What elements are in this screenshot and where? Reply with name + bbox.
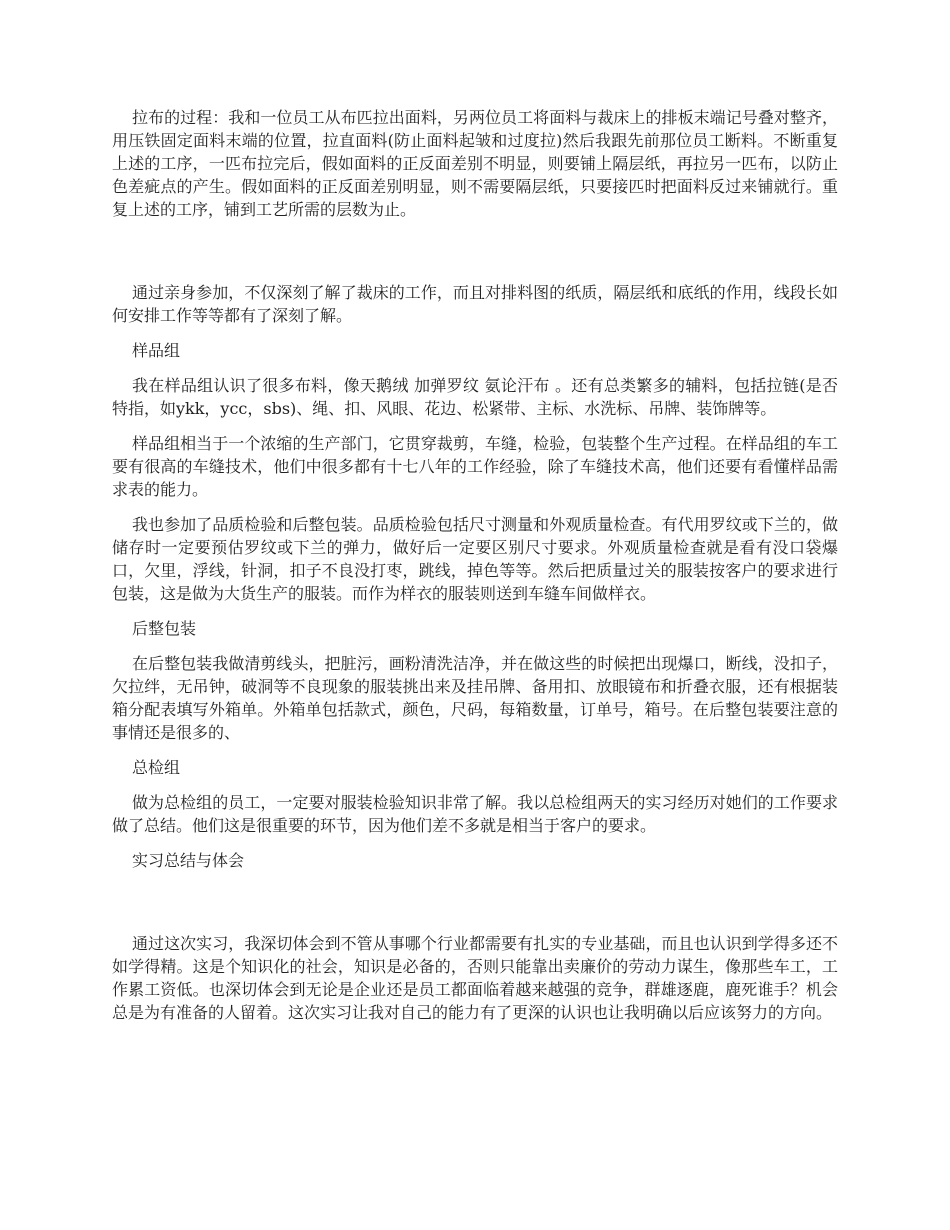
paragraph-final-inspection: 做为总检组的员工，一定要对服装检验知识非常了解。我以总检组两天的实习经历对她们的工作要求做了总结。他们这是很重要的环节，因为他们差不多就是相当于客户的要求。 [112,793,838,835]
spacer [112,605,838,617]
paragraph-sample-group-role: 样品组相当于一个浓缩的生产部门，它贯穿裁剪，车缝，检验，包装整个生产过程。在样品组的车工要有很高的车缝技术，他们中很多都有十七八年的工作经验，除了车缝技术高，他们还要有看懂样品需求表的能力。 [112,434,838,499]
paragraph-spreading-process: 拉布的过程：我和一位员工从布匹拉出面料，另两位员工将面料与裁床上的排板末端记号叠对整齐，用压铁固定面料末端的位置，拉直面料(防止面料起皱和过度拉)然后我跟先前那位员工断料。不断重复上述的工序，一匹布拉完后，假如面料的正反面差别不明显，则要铺上隔层纸，再拉另一匹布，以防止色差疵点的产生。假如面料的正反面差别明显，则不需要隔层纸，只要接匹时把面料反过来铺就行。重复上述的工序，铺到工艺所需的层数为止。 [112,108,838,219]
section-heading-sample-group: 样品组 [132,341,181,360]
spacer [112,221,838,281]
spacer [112,744,838,756]
spacer [112,872,838,932]
spacer [112,420,838,432]
section-heading-finishing-packaging: 后整包装 [132,619,197,638]
document-body [112,106,838,1024]
paragraph-finishing-work: 在后整包装我做清剪线头，把脏污，画粉清洗洁净，并在做这些的时候把出现爆口，断线，没扣子，欠拉绊，无吊钟，破洞等不良现象的服装挑出来及挂吊牌、备用扣、放眼镜布和折叠衣服，还有根据装箱分配表填写外箱单。外箱单包括款式，颜色，尺码，每箱数量，订单号，箱号。在后整包装要注意的事情还是很多的、 [112,654,838,742]
paragraph-participation: 通过亲身参加，不仅深刻了解了裁床的工作，而且对排料图的纸质，隔层纸和底纸的作用，线段长如何安排工作等等都有了深刻了解。 [112,283,838,325]
section-heading-final-inspection: 总检组 [132,758,181,777]
spacer [112,640,838,652]
paragraph-fabrics: 我在样品组认识了很多布料，像天鹅绒 加弹罗纹 氨论汗布 。还有总类繁多的辅料，包括拉链(是否特指，如ykk，ycc，sbs)、绳、扣、风眼、花边、松紧带、主标、水洗标、吊牌、装饰牌等。 [112,376,838,418]
spacer [112,837,838,849]
spacer [112,779,838,791]
spacer [112,362,838,374]
paragraph-summary: 通过这次实习，我深切体会到不管从事哪个行业都需要有扎实的专业基础，而且也认识到学得多还不如学得精。这是个知识化的社会，知识是必备的，否则只能靠出卖廉价的劳动力谋生，像那些车工，工作累工资低。也深切体会到无论是企业还是员工都面临着越来越强的竞争，群雄逐鹿，鹿死谁手？机会总是为有准备的人留着。这次实习让我对自己的能力有了更深的认识也让我明确以后应该努力的方向。 [112,934,838,1022]
spacer [112,327,838,339]
section-heading-summary: 实习总结与体会 [132,851,245,870]
paragraph-quality-inspection: 我也参加了品质检验和后整包装。品质检验包括尺寸测量和外观质量检查。有代用罗纹或下兰的，做储存时一定要预估罗纹或下兰的弹力，做好后一定要区别尺寸要求。外观质量检查就是看有没口袋爆口，欠里，浮线，针洞，扣子不良没打枣，跳线，掉色等等。然后把质量过关的服装按客户的要求进行包装，这是做为大货生产的服装。而作为样衣的服装则送到车缝车间做样衣。 [112,515,838,603]
spacer [112,501,838,513]
